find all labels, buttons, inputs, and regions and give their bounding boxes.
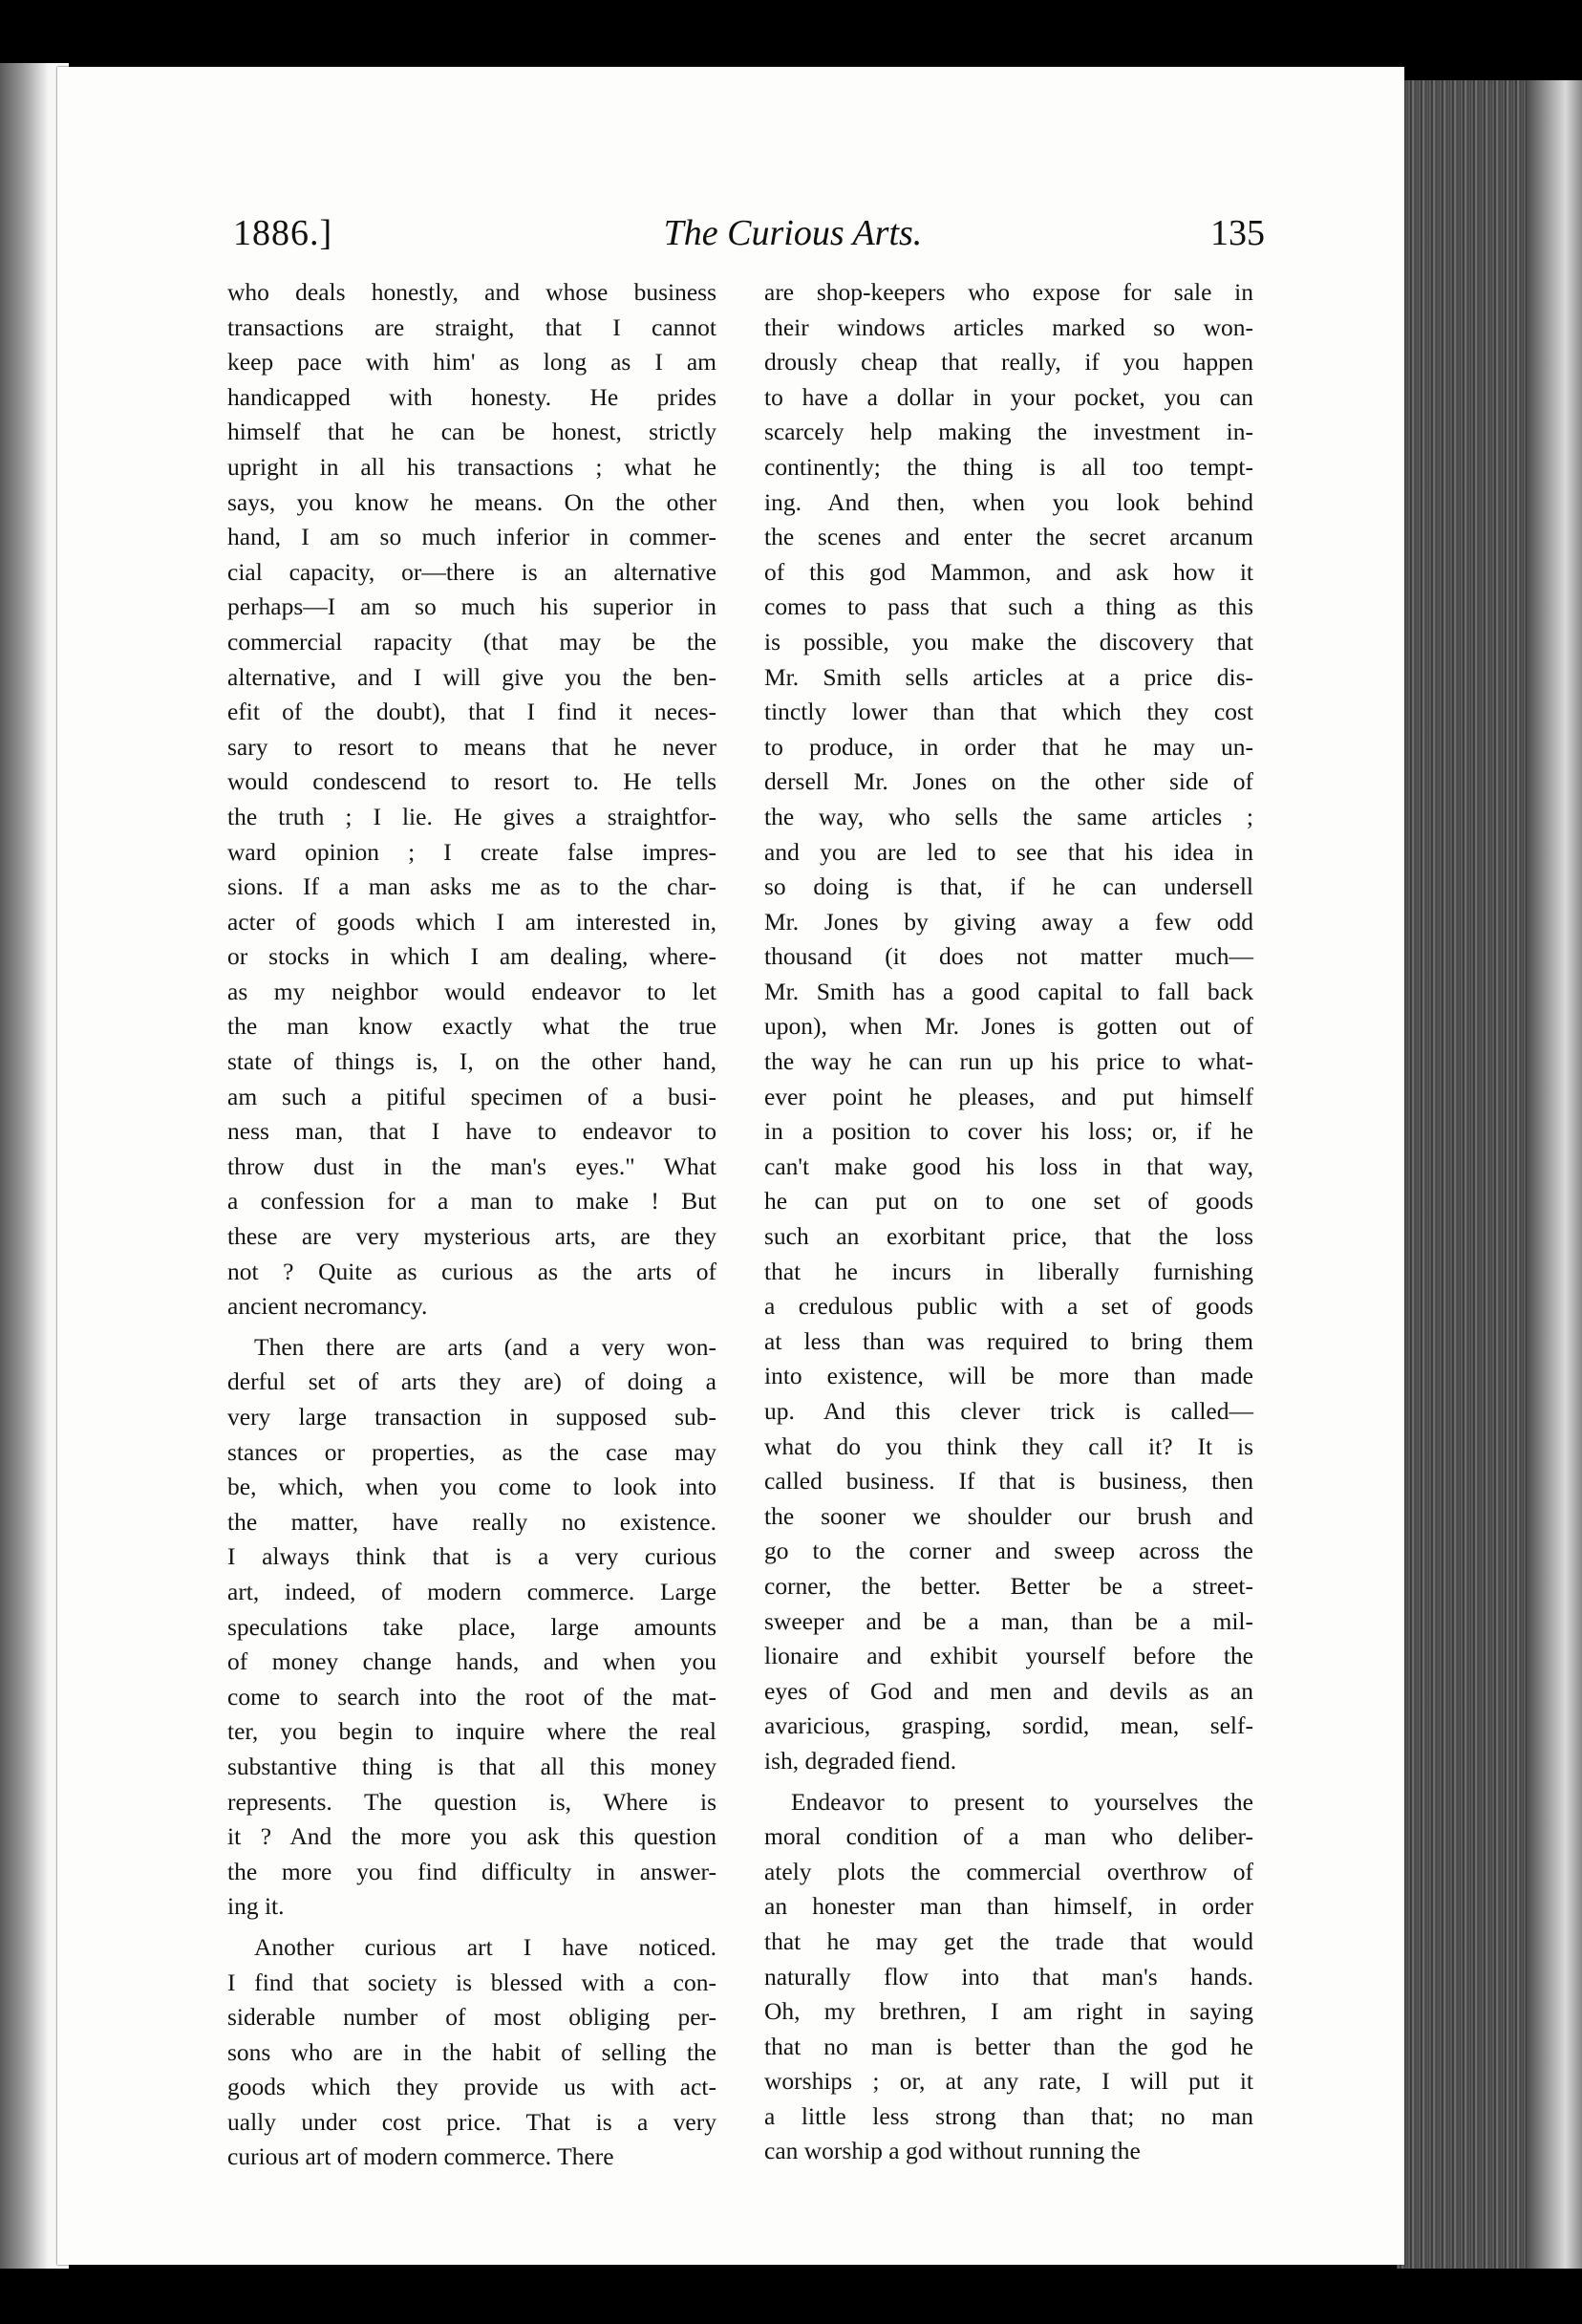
text-line: ing it.	[227, 1892, 285, 1921]
text-line: ever point he pleases, and put himself	[764, 1082, 1253, 1110]
text-line: thousand (it does not matter much—	[764, 942, 1253, 971]
header-year: 1886.]	[233, 213, 333, 253]
text-line: a credulous public with a set of goods	[764, 1292, 1253, 1321]
text-line: hand, I am so much inferior in commer-	[227, 523, 716, 551]
text-line: Mr. Smith has a good capital to fall back	[764, 977, 1253, 1005]
text-line: the more you find difficulty in answer-	[227, 1857, 716, 1885]
running-header	[233, 212, 1265, 269]
text-line: the sooner we shoulder our brush and	[764, 1501, 1253, 1530]
text-line: eyes of God and men and devils as an	[764, 1676, 1253, 1705]
text-line: as my neighbor would endeavor to let	[227, 977, 716, 1005]
text-line: efit of the doubt), that I find it neces-	[227, 698, 716, 726]
text-line: says, you know he means. On the other	[227, 487, 716, 516]
text-line: a confession for a man to make ! But	[227, 1187, 716, 1216]
text-line: the man know exactly what the true	[227, 1012, 716, 1041]
text-line: throw dust in the man's eyes." What	[227, 1151, 716, 1180]
text-line: these are very mysterious arts, are they	[227, 1222, 716, 1251]
text-line: the scenes and enter the secret arcanum	[764, 523, 1253, 551]
text-line: ter, you begin to inquire where the real	[227, 1717, 716, 1746]
text-line: comes to pass that such a thing as this	[764, 592, 1253, 621]
text-line: go to the corner and sweep across the	[764, 1537, 1253, 1565]
text-line: transactions are straight, that I cannot	[227, 312, 716, 341]
text-line: ing. And then, when you look behind	[764, 487, 1253, 516]
text-line: Mr. Jones by giving away a few odd	[764, 907, 1253, 936]
text-line: alternative, and I will give you the ben-	[227, 662, 716, 691]
book-cover-edge	[1527, 80, 1582, 2269]
text-line: derful set of arts they are) of doing a	[227, 1367, 716, 1396]
text-line: stances or properties, as the case may	[227, 1437, 716, 1466]
text-line: state of things is, I, on the other hand,	[227, 1047, 716, 1076]
text-line: sions. If a man asks me as to the char-	[227, 872, 716, 901]
text-line: I always think that is a very curious	[227, 1542, 716, 1571]
text-line: in a position to cover his loss; or, if he	[764, 1117, 1253, 1146]
text-line: Mr. Smith sells articles at a price dis-	[764, 662, 1253, 691]
text-line: at less than was required to bring them	[764, 1326, 1253, 1355]
text-line: cial capacity, or—there is an alternative	[227, 557, 716, 586]
page-number: 135	[1210, 213, 1265, 253]
text-line: that no man is better than the god he	[764, 2032, 1253, 2060]
text-line: acter of goods which I am interested in,	[227, 907, 716, 936]
text-line: can worship a god without running the	[764, 2137, 1141, 2165]
text-line: their windows articles marked so won-	[764, 312, 1253, 341]
text-line: an honester man than himself, in order	[764, 1892, 1253, 1921]
text-line: ness man, that I have to endeavor to	[227, 1117, 716, 1146]
text-line: ish, degraded fiend.	[764, 1746, 957, 1775]
text-line: Then there are arts (and a very won-	[254, 1332, 716, 1361]
text-line: such an exorbitant price, that the loss	[764, 1222, 1253, 1251]
text-line: upon), when Mr. Jones is gotten out of	[764, 1012, 1253, 1041]
text-line: lionaire and exhibit yourself before the	[764, 1642, 1253, 1670]
text-line: so doing is that, if he can undersell	[764, 872, 1253, 901]
text-line: can't make good his loss in that way,	[764, 1151, 1253, 1180]
text-line: keep pace with him' as long as I am	[227, 348, 716, 377]
text-line: the matter, have really no existence.	[227, 1507, 716, 1536]
text-line: drously cheap that really, if you happen	[764, 348, 1253, 377]
text-line: it ? And the more you ask this question	[227, 1822, 716, 1851]
text-line: Endeavor to present to yourselves the	[791, 1787, 1253, 1816]
text-line: sweeper and be a man, than be a mil-	[764, 1606, 1253, 1635]
text-line: handicapped with honesty. He prides	[227, 382, 716, 411]
text-line: goods which they provide us with act-	[227, 2073, 716, 2101]
right-text-column	[764, 275, 1253, 2169]
text-line: perhaps—I am so much his superior in	[227, 592, 716, 621]
text-line: the way, who sells the same articles ;	[764, 802, 1253, 830]
text-line: I find that society is blessed with a con-	[227, 1968, 716, 1996]
text-line: commercial rapacity (that may be the	[227, 627, 716, 656]
text-line: art, indeed, of modern commerce. Large	[227, 1577, 716, 1605]
text-line: naturally flow into that man's hands.	[764, 1962, 1253, 1990]
text-line: corner, the better. Better be a street-	[764, 1571, 1253, 1600]
text-line: Oh, my brethren, I am right in saying	[764, 1997, 1253, 2026]
text-line: represents. The question is, Where is	[227, 1787, 716, 1816]
text-line: tinctly lower than that which they cost	[764, 698, 1253, 726]
text-line: ancient necromancy.	[227, 1292, 428, 1321]
text-line: scarcely help making the investment in-	[764, 418, 1253, 446]
text-line: the truth ; I lie. He gives a straightfor-	[227, 802, 716, 830]
text-line: worships ; or, at any rate, I will put it	[764, 2067, 1253, 2096]
text-line: am such a pitiful specimen of a busi-	[227, 1082, 716, 1110]
text-line: to produce, in order that he may un-	[764, 732, 1253, 761]
text-line: what do you think they call it? It is	[764, 1431, 1253, 1460]
text-line: are shop-keepers who expose for sale in	[764, 278, 1253, 306]
text-line: very large transaction in supposed sub-	[227, 1403, 716, 1431]
text-line: or stocks in which I am dealing, where-	[227, 942, 716, 971]
text-line: Another curious art I have noticed.	[254, 1932, 716, 1961]
text-line: to have a dollar in your pocket, you can	[764, 382, 1253, 411]
text-line: a little less strong than that; no man	[764, 2101, 1253, 2130]
text-line: upright in all his transactions ; what he	[227, 452, 716, 481]
text-line: himself that he can be honest, strictly	[227, 418, 716, 446]
text-line: be, which, when you come to look into	[227, 1473, 716, 1501]
text-line: would condescend to resort to. He tells	[227, 767, 716, 796]
text-line: sary to resort to means that he never	[227, 732, 716, 761]
text-line: substantive thing is that all this money	[227, 1752, 716, 1780]
text-line: moral condition of a man who deliber-	[764, 1822, 1253, 1851]
text-line: who deals honestly, and whose business	[227, 278, 716, 306]
text-line: up. And this clever trick is called—	[764, 1397, 1253, 1425]
text-line: speculations take place, large amounts	[227, 1612, 716, 1641]
text-line: ward opinion ; I create false impres-	[227, 837, 716, 866]
text-line: of this god Mammon, and ask how it	[764, 557, 1253, 586]
text-line: dersell Mr. Jones on the other side of	[764, 767, 1253, 796]
book-page-edges	[1397, 80, 1582, 2269]
text-line: and you are led to see that his idea in	[764, 837, 1253, 866]
text-line: curious art of modern commerce. There	[227, 2142, 614, 2171]
text-line: called business. If that is business, then	[764, 1467, 1253, 1496]
header-title: The Curious Arts.	[663, 213, 923, 253]
text-line: sons who are in the habit of selling the	[227, 2037, 716, 2066]
text-line: into existence, will be more than made	[764, 1362, 1253, 1390]
text-line: he can put on to one set of goods	[764, 1187, 1253, 1216]
text-line: of money change hands, and when you	[227, 1647, 716, 1676]
text-line: not ? Quite as curious as the arts of	[227, 1257, 716, 1285]
text-line: that he incurs in liberally furnishing	[764, 1257, 1253, 1285]
text-line: the way he can run up his price to what-	[764, 1047, 1253, 1076]
text-line: ately plots the commercial overthrow of	[764, 1857, 1253, 1885]
text-line: avaricious, grasping, sordid, mean, self-	[764, 1711, 1253, 1740]
text-line: continently; the thing is all too tempt-	[764, 452, 1253, 481]
left-text-column	[227, 275, 716, 2175]
text-line: come to search into the root of the mat-	[227, 1682, 716, 1711]
text-line: that he may get the trade that would	[764, 1926, 1253, 1955]
text-line: is possible, you make the discovery that	[764, 627, 1253, 656]
text-line: ually under cost price. That is a very	[227, 2107, 716, 2136]
text-line: siderable number of most obliging per-	[227, 2003, 716, 2032]
